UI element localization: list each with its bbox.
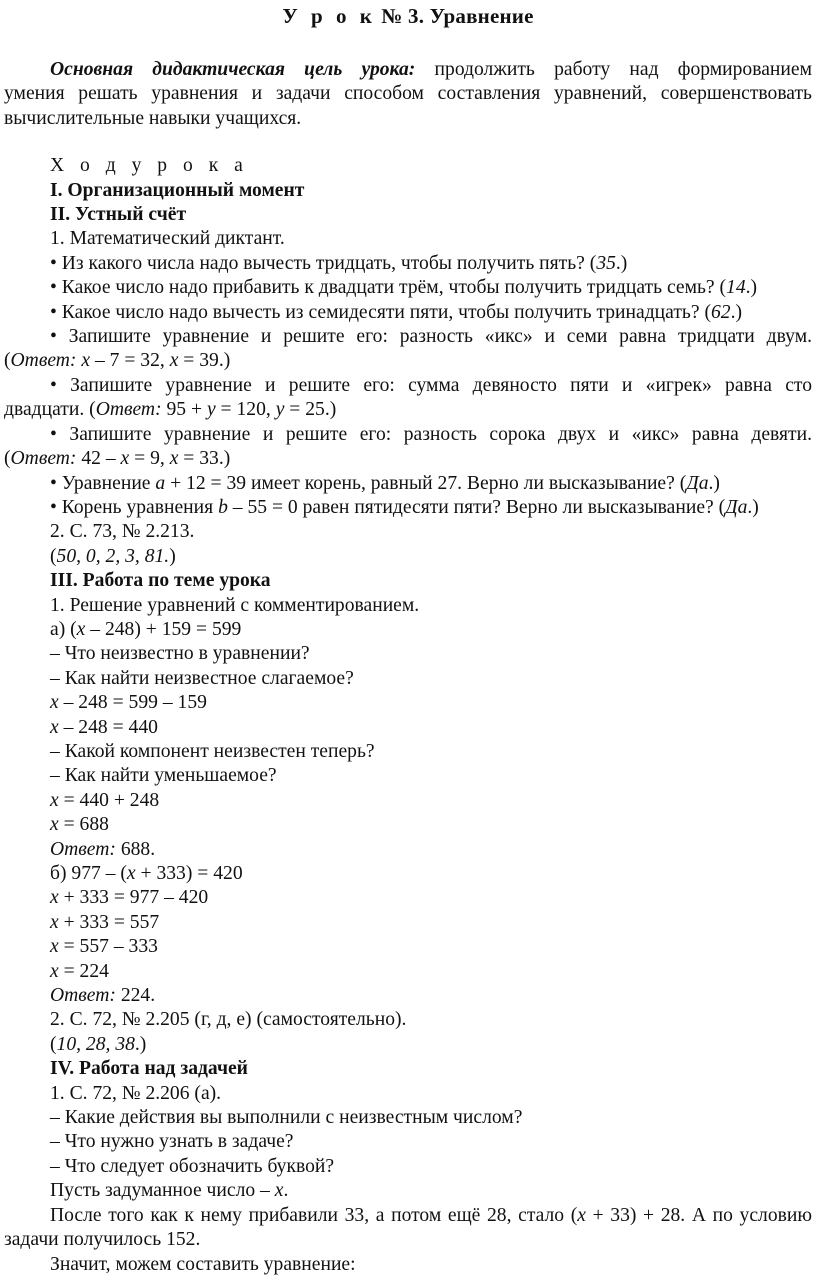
section-heading-2: II. Устный счёт xyxy=(50,204,187,226)
dictation-question-4: • Запишите уравнение и решите его: разность «икс» и семи равна тридцати двум. xyxy=(50,326,812,348)
section-heading-3: III. Работа по теме урока xyxy=(50,570,271,592)
solution-step: x = 440 + 248 xyxy=(50,789,160,811)
solution-step: x = 224 xyxy=(50,960,109,982)
solution-step: x = 688 xyxy=(50,814,109,836)
list-item: 2. С. 73, № 2.213. xyxy=(50,521,195,543)
goal-line-3: вычислительные навыки учащихся. xyxy=(4,107,302,129)
comment-question: – Что неизвестно в уравнении? xyxy=(50,643,310,665)
dictation-question-5: • Запишите уравнение и решите его: сумма девяносто пяти и «игрек» равна сто xyxy=(50,374,812,396)
comment-question: – Какие действия вы выполнили с неизвестным числом? xyxy=(50,1107,523,1129)
comment-question: – Как найти неизвестное слагаемое? xyxy=(50,667,354,689)
dictation-question-7: • Уравнение a + 12 = 39 имеет корень, равный 27. Верно ли высказывание? (Да.) xyxy=(50,472,720,494)
solution-step: x + 333 = 557 xyxy=(50,911,160,933)
dictation-question-6: • Запишите уравнение и решите его: разность сорока двух и «икс» равна девяти. xyxy=(50,423,812,445)
list-item: 1. Математический диктант. xyxy=(50,228,285,250)
course-heading: Х о д у р о к а xyxy=(50,155,249,177)
list-item-answer: (50, 0, 2, 3, 81.) xyxy=(50,545,176,567)
dictation-answer-5: двадцати. (Ответ: 95 + y = 120, y = 25.) xyxy=(4,399,337,421)
goal-label: Основная дидактическая цель урока: xyxy=(50,59,416,80)
list-item: 2. С. 72, № 2.205 (г, д, е) (самостоятельно). xyxy=(50,1009,407,1031)
task-text: задачи получилось 152. xyxy=(4,1229,201,1251)
solution-step: x – 248 = 440 xyxy=(50,716,158,738)
dictation-answer-6: (Ответ: 42 – x = 9, x = 33.) xyxy=(4,448,231,470)
dictation-question-1: • Из какого числа надо вычесть тридцать, чтобы получить пять? (35.) xyxy=(50,252,628,274)
task-text: Значит, можем составить уравнение: xyxy=(50,1253,356,1275)
section-heading-4: IV. Работа над задачей xyxy=(50,1058,248,1080)
dictation-answer-4: (Ответ: x – 7 = 32, x = 39.) xyxy=(4,350,231,372)
goal-line-1: Основная дидактическая цель урока: продолжить работу над формированием xyxy=(50,59,812,80)
equation-a: а) (x – 248) + 159 = 599 xyxy=(50,618,242,640)
dictation-question-2: • Какое число надо прибавить к двадцати трём, чтобы получить тридцать семь? (14.) xyxy=(50,277,758,299)
dictation-question-8: • Корень уравнения b – 55 = 0 равен пятидесяти пяти? Верно ли высказывание? (Да.) xyxy=(50,496,759,518)
solution-step: x – 248 = 599 – 159 xyxy=(50,692,207,714)
list-item: 1. С. 72, № 2.206 (а). xyxy=(50,1082,222,1104)
task-text: Пусть задуманное число – x. xyxy=(50,1180,289,1202)
goal-line-2: умения решать уравнения и задачи способом составления уравнений, совершенствовать xyxy=(4,83,812,105)
equation-b: б) 977 – (x + 333) = 420 xyxy=(50,863,243,884)
solution-answer: Ответ: 688. xyxy=(50,838,156,860)
section-heading-1: I. Организационный момент xyxy=(50,179,305,201)
dictation-question-3: • Какое число надо вычесть из семидесяти пяти, чтобы получить тринадцать? (62.) xyxy=(50,301,743,323)
solution-step: x + 333 = 977 – 420 xyxy=(50,887,209,909)
task-text: После того как к нему прибавили 33, а потом ещё 28, стало (x + 33) + 28. А по условию xyxy=(50,1204,812,1226)
solution-answer: Ответ: 224. xyxy=(50,985,156,1007)
solution-step: x = 557 – 333 xyxy=(50,936,158,958)
comment-question: – Как найти уменьшаемое? xyxy=(50,765,277,787)
list-item-answer: (10, 28, 38.) xyxy=(50,1033,147,1055)
list-item: 1. Решение уравнений с комментированием. xyxy=(50,594,420,616)
comment-question: – Что следует обозначить буквой? xyxy=(50,1155,335,1177)
comment-question: – Какой компонент неизвестен теперь? xyxy=(50,740,375,762)
comment-question: – Что нужно узнать в задаче? xyxy=(50,1131,294,1153)
lesson-title: У р о к № 3. Уравнение xyxy=(282,4,534,28)
